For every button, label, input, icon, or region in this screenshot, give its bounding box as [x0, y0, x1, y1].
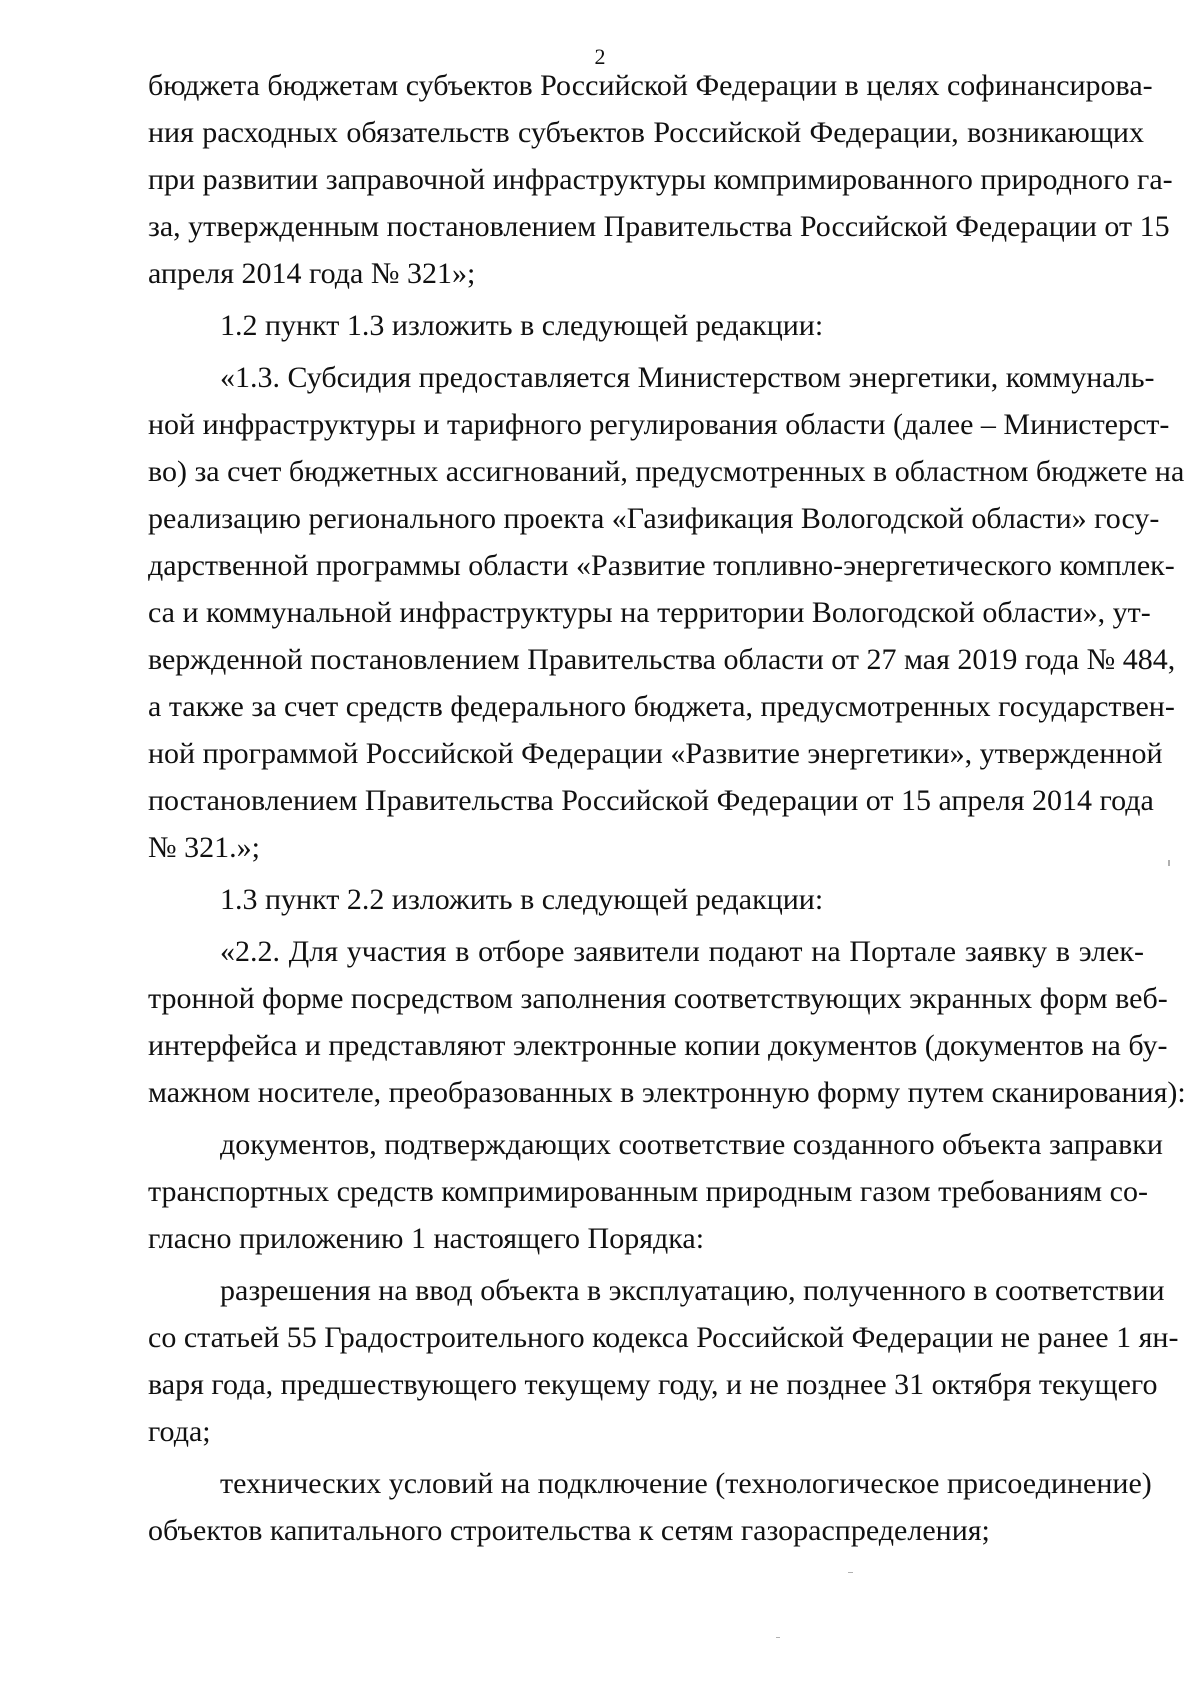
- text-line: года;: [148, 1415, 211, 1448]
- text-line: дарственной программы области «Развитие топливно-энергетического комплек-: [148, 549, 1175, 582]
- text-line: разрешения на ввод объекта в эксплуатацию, полученного в соответствии: [220, 1274, 1165, 1307]
- page-number: 2: [594, 44, 606, 69]
- text-line: гласно приложению 1 настоящего Порядка:: [148, 1222, 705, 1255]
- text-line: мажном носителе, преобразованных в электронную форму путем сканирования):: [148, 1076, 1186, 1109]
- text-line: документов, подтверждающих соответствие созданного объекта заправки: [220, 1128, 1163, 1161]
- text-line: 1.3 пункт 2.2 изложить в следующей редакции:: [220, 883, 824, 916]
- text-line: постановлением Правительства Российской Федерации от 15 апреля 2014 года: [148, 784, 1154, 817]
- text-line: апреля 2014 года № 321»;: [148, 257, 476, 290]
- text-line: со статьей 55 Градостроительного кодекса Российской Федерации не ранее 1 ян-: [148, 1321, 1179, 1354]
- scan-speck: [848, 1572, 853, 1573]
- text-line: варя года, предшествующего текущему году, и не позднее 31 октября текущего: [148, 1368, 1158, 1401]
- text-line: са и коммунальной инфраструктуры на территории Вологодской области», ут-: [148, 596, 1151, 629]
- scan-speck: [776, 1637, 780, 1638]
- text-line: 1.2 пункт 1.3 изложить в следующей редакции:: [220, 309, 824, 342]
- text-line: во) за счет бюджетных ассигнований, предусмотренных в областном бюджете на: [148, 455, 1185, 488]
- text-line: тронной форме посредством заполнения соответствующих экранных форм веб-: [148, 982, 1168, 1015]
- text-line: при развитии заправочной инфраструктуры компримированного природного га-: [148, 163, 1173, 196]
- text-line: ной программой Российской Федерации «Развитие энергетики», утвержденной: [148, 737, 1163, 770]
- scan-speck: [1168, 860, 1170, 866]
- text-line: объектов капитального строительства к сетям газораспределения;: [148, 1514, 990, 1547]
- text-line: за, утвержденным постановлением Правительства Российской Федерации от 15: [148, 210, 1170, 243]
- text-line: № 321.»;: [148, 831, 260, 864]
- text-line: транспортных средств компримированным природным газом требованиям со-: [148, 1175, 1148, 1208]
- text-line: а также за счет средств федерального бюджета, предусмотренных государствен-: [148, 690, 1175, 723]
- text-line: ния расходных обязательств субъектов Российской Федерации, возникающих: [148, 116, 1144, 149]
- text-line: «1.3. Субсидия предоставляется Министерством энергетики, коммуналь-: [220, 361, 1155, 394]
- text-line: интерфейса и представляют электронные копии документов (документов на бу-: [148, 1029, 1168, 1062]
- text-line: «2.2. Для участия в отборе заявители подают на Портале заявку в элек-: [220, 935, 1144, 968]
- text-line: бюджета бюджетам субъектов Российской Федерации в целях софинансирова-: [148, 69, 1153, 102]
- text-line: реализацию регионального проекта «Газификация Вологодской области» госу-: [148, 502, 1160, 535]
- text-line: ной инфраструктуры и тарифного регулирования области (далее – Министерст-: [148, 408, 1170, 441]
- text-line: технических условий на подключение (технологическое присоединение): [220, 1467, 1152, 1500]
- text-line: вержденной постановлением Правительства области от 27 мая 2019 года № 484,: [148, 643, 1176, 676]
